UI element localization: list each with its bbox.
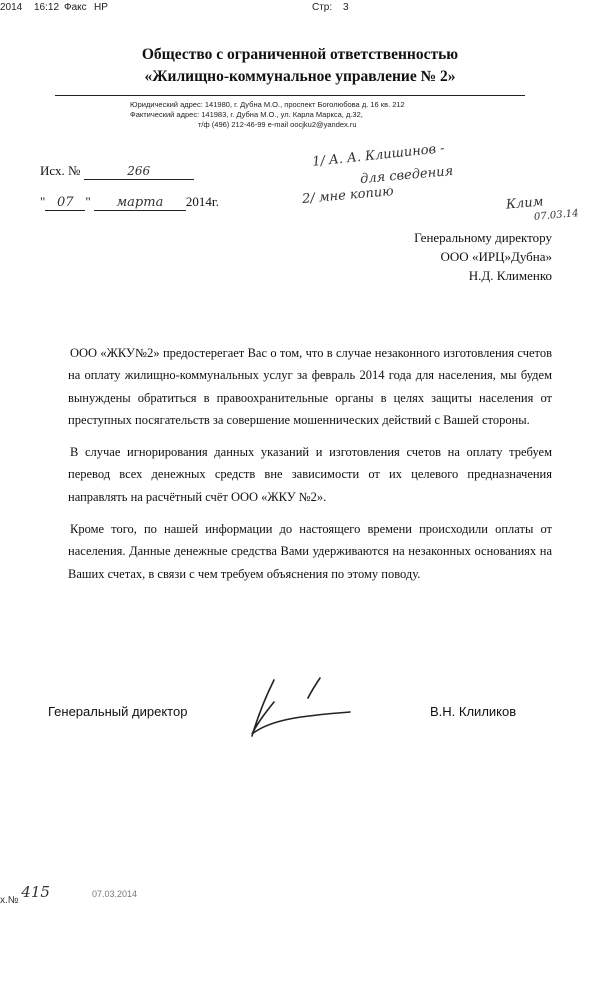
legal-address: Юридический адрес: 141980, г. Дубна М.О., проспект Боголюбова д. 16 кв. 212 — [130, 100, 405, 109]
date-month: марта — [116, 195, 164, 210]
resolution-date: 07.03.14 — [533, 208, 579, 223]
fax-year: 2014 — [0, 2, 23, 13]
fax-page-number: 3 — [343, 2, 349, 13]
date-quote-open: " — [40, 194, 46, 209]
outgoing-number: 266 — [127, 164, 151, 178]
fax-device: HP — [94, 2, 108, 13]
org-line-2: «Жилищно-коммунальное управление № 2» — [144, 68, 456, 85]
fax-page-label: Стр: — [312, 2, 333, 13]
resolution-line-1: 1/ А. А. Клишинов - — [311, 141, 446, 170]
body-paragraph-1: ООО «ЖКУ№2» предостерегает Вас о том, что в случае незаконного изготовления счетов на оплату жилищно-коммунальных услуг за февраль 2014 года для населения, мы будем вынуждены обратиться в правоохранительные органы в целях защиты населения от преступных посягательств за совершение мошеннических действий с Вашей стороны. — [68, 346, 552, 427]
body-paragraph-3: Кроме того, по нашей информации до настоящего времени происходили оплаты от населения. Данные денежные средства Вами удерживаются на незаконных основаниях на Ваших счетах, в связи с чем требуем объяснения по этому поводу. — [68, 522, 552, 581]
addressee-company: ООО «ИРЦ»Дубна» — [440, 249, 552, 264]
addressee-position: Генеральному директору — [414, 230, 552, 245]
addressee-block — [330, 228, 552, 285]
outgoing-date — [40, 194, 219, 211]
contacts: т/ф (496) 212-46-99 e-mail oocjku2@yandex.ru — [198, 120, 357, 129]
incoming-date: 07.03.2014 — [92, 889, 138, 899]
body-paragraph-2: В случае игнорирования данных указаний и изготовления счетов на оплату требуем перевод всех денежных средств вне зависимости от их целевого предназначения направлять на расчётный счёт ООО «ЖКУ №2». — [68, 445, 552, 504]
resolution-line-2: для сведения — [359, 163, 454, 188]
organization-title — [0, 44, 600, 88]
outgoing-label: Исх. № — [40, 163, 81, 178]
incoming-stamp — [0, 883, 50, 907]
address-block — [110, 100, 510, 130]
signature-role: Генеральный директор — [48, 704, 188, 719]
signature-scribble — [238, 672, 358, 742]
date-day: 07 — [57, 195, 74, 210]
actual-address: Фактический адрес: 141983, г. Дубна М.О., ул. Карла Маркса, д.32, — [130, 110, 363, 119]
outgoing-ref — [40, 163, 194, 180]
fax-label: Факс — [64, 2, 87, 13]
org-line-1: Общество с ограниченной ответственностью — [141, 46, 459, 63]
fax-time: 16:12 — [34, 2, 60, 13]
letterhead-divider — [55, 95, 525, 96]
date-year: 2014г. — [185, 194, 219, 209]
letter-body — [68, 342, 552, 595]
incoming-label: х.№ — [0, 895, 19, 906]
addressee-name: Н.Д. Клименко — [468, 268, 552, 283]
signature-name: В.Н. Клиликов — [430, 704, 517, 719]
incoming-number: 415 — [21, 883, 50, 901]
resolution-initials: Клим — [505, 194, 545, 213]
resolution-line-3: 2/ мне копию — [301, 184, 395, 207]
date-quote-close: " — [85, 194, 91, 209]
